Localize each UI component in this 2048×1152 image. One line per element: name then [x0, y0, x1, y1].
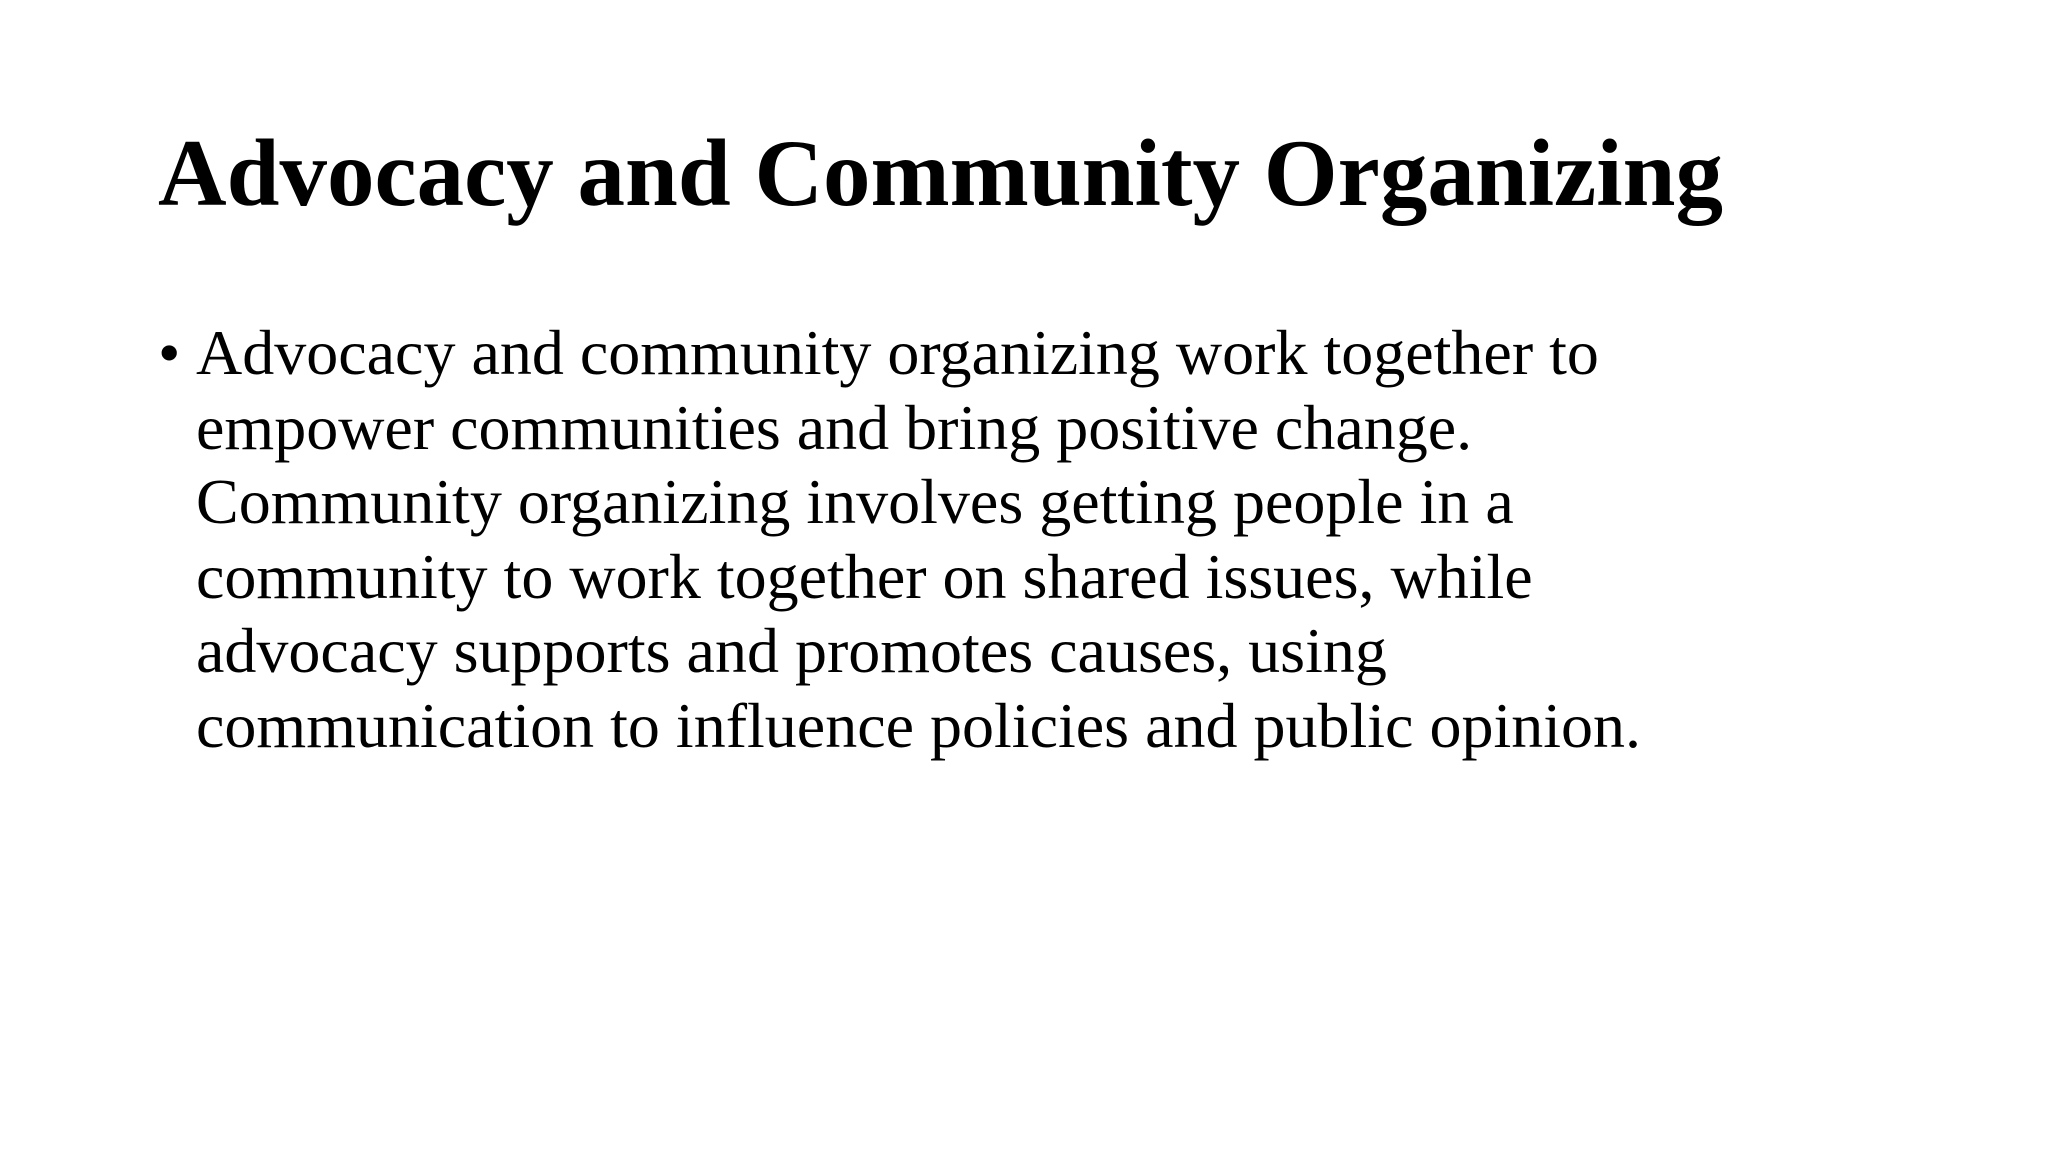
slide-title: Advocacy and Community Organizing [158, 120, 1723, 226]
bullet-text-line: Advocacy and community organizing work together to [196, 317, 1599, 388]
bullet-text [196, 316, 1798, 763]
bullet-text-line: Community organizing involves getting people in a [196, 466, 1514, 537]
bullet-text-line: communication to influence policies and public opinion. [196, 689, 1641, 761]
bullet-list [158, 316, 1798, 763]
bullet-text-line: empower communities and bring positive change. [196, 391, 1473, 463]
bullet-text-line: community to work together on shared issues, while [196, 540, 1533, 612]
bullet-dot-icon: • [158, 317, 181, 388]
bullet-text-line: advocacy supports and promotes causes, using [196, 615, 1387, 686]
bullet-item [158, 316, 1798, 763]
